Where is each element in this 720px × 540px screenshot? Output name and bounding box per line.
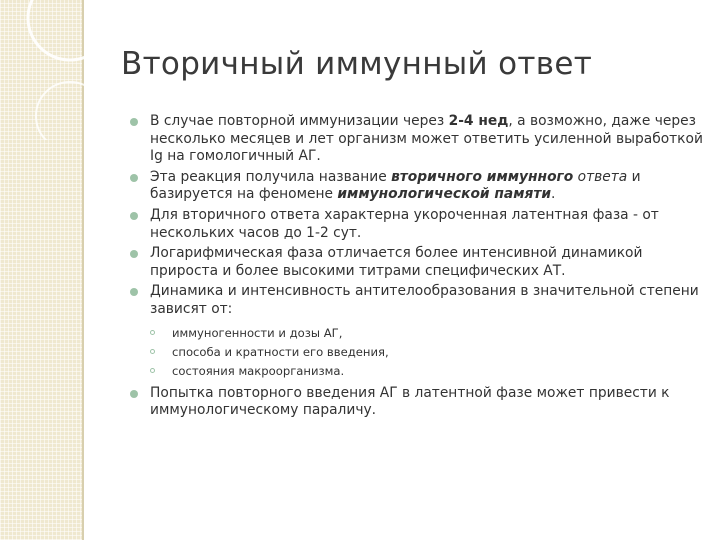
sub-bullet-text: состояния макроорганизма. [172,363,345,378]
sub-bullet-text: иммуногенности и дозы АГ, [172,325,343,340]
bullet-text: В случае повторной иммунизации через [150,113,449,129]
list-item [130,283,708,378]
bullet-text: Логарифмическая фаза отличается более интенсивной динамикой прироста и более высокими титрами специфических АТ. [150,245,643,279]
slide-body [130,113,708,423]
bullet-icon [130,288,138,296]
bullet-text: Динамика и интенсивность антителообразования в значительной степени зависят от: [150,283,699,317]
bullet-icon [130,390,138,398]
list-item [130,169,708,204]
bullet-text: Для вторичного ответа характерна укороченная латентная фаза - от нескольких часов до 1-2 сут. [150,206,659,241]
italic-term: ответа [577,168,628,185]
bullet-list [130,113,708,420]
list-item [130,207,708,242]
bullet-icon [130,174,138,182]
side-divider-line [82,0,84,540]
bullet-text: и базируется на феномене [150,168,641,203]
slide-title: Вторичный иммунный ответ [121,46,593,82]
list-item [130,245,708,280]
bullet-icon [130,250,138,258]
sub-bullet-text: способа и кратности его введения, [172,344,389,359]
sub-list-item [150,325,708,341]
bullet-text: . [551,186,556,203]
decorative-side-band [0,0,82,540]
bold-term: 2-4 нед [448,113,509,129]
sub-bullet-icon [150,330,155,335]
bullet-icon [130,212,138,220]
bullet-text: , а возможно, даже через несколько месяцев и лет организм может ответить усиленной выработкой Ig на гомологичный АГ. [150,113,703,165]
sub-bullet-list [150,325,708,379]
emphasis-term: иммунологической памяти [337,186,552,203]
list-item [130,385,708,420]
sub-list-item [150,363,708,379]
bullet-icon [130,118,138,126]
sub-list-item [150,344,708,360]
emphasis-term: вторичного иммунного [391,168,574,185]
bullet-text: Эта реакция получила название [150,168,392,185]
bullet-text: Попытка повторного введения АГ в латентной фазе может привести к иммунологическому параличу. [150,384,670,419]
sub-bullet-icon [150,368,155,373]
sub-bullet-icon [150,349,155,354]
list-item [130,113,708,166]
